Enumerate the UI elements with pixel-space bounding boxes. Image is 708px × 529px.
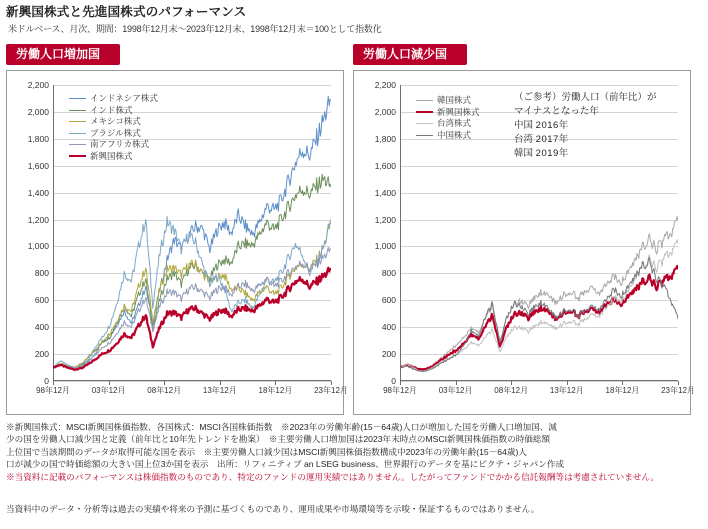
y-axis-tick-label: 1,400 bbox=[27, 187, 49, 198]
series-line bbox=[400, 266, 678, 369]
legend-right bbox=[416, 95, 480, 141]
y-axis-tick-label: 0 bbox=[44, 376, 49, 386]
x-axis-tick-label: 23年12月 bbox=[314, 386, 348, 395]
panel-header-growing: 労働人口増加国 bbox=[6, 44, 120, 65]
series-line bbox=[400, 258, 678, 372]
y-axis-tick-label: 2,000 bbox=[27, 106, 49, 117]
reference-note-country-0: 中国 bbox=[514, 120, 534, 131]
legend-item bbox=[69, 116, 158, 128]
x-axis-tick-label: 18年12月 bbox=[605, 386, 640, 395]
reference-note bbox=[514, 91, 657, 161]
y-axis-tick-label: 600 bbox=[381, 295, 396, 306]
panel-header-shrinking: 労働人口減少国 bbox=[353, 44, 467, 65]
x-axis-tick-label: 08年12月 bbox=[494, 386, 529, 395]
legend-swatch bbox=[416, 135, 433, 136]
legend-swatch bbox=[69, 155, 86, 157]
x-axis-tick-label: 13年12月 bbox=[549, 386, 584, 395]
legend-label: 中国株式 bbox=[437, 129, 472, 140]
y-axis-tick-label: 1,800 bbox=[27, 133, 49, 144]
chart-labor-force-shrinking bbox=[353, 70, 695, 415]
footer-disclaimer: 当資料中のデータ・分析等は過去の実績や将来の予測に基づくものであり、運用成果や市場環境等を示唆・保証するものではありません。 bbox=[6, 504, 540, 514]
page-subtitle: 米ドルベース、月次、期間：1998年12月末～2023年12月末、1998年12月末＝100として指数化 bbox=[8, 24, 382, 34]
y-axis-tick-label: 1,200 bbox=[374, 214, 396, 225]
gridline bbox=[53, 381, 331, 382]
reference-note-year-0: 2016年 bbox=[535, 120, 569, 131]
reference-note-year-2: 2019年 bbox=[535, 148, 569, 159]
legend-swatch bbox=[69, 110, 86, 111]
y-axis-tick-label: 1,600 bbox=[374, 160, 396, 171]
legend-item bbox=[416, 95, 480, 107]
footnote-line-2: 上位国で当該期間のデータが取得可能な国を表示 ※主要労働人口減少国はMSCI新興国株価指数構成中2023年の労働年齢(15－64歳)人 bbox=[6, 446, 527, 457]
legend-label: 新興国株式 bbox=[437, 106, 480, 117]
x-axis-tick-label: 13年12月 bbox=[202, 386, 237, 395]
legend-label: 台湾株式 bbox=[437, 118, 472, 128]
legend-swatch bbox=[416, 100, 433, 101]
y-axis-tick-label: 200 bbox=[381, 349, 396, 360]
legend-left bbox=[69, 93, 158, 162]
x-axis-tick-label: 98年12月 bbox=[383, 386, 417, 395]
y-axis-tick-label: 800 bbox=[34, 268, 49, 279]
legend-swatch bbox=[69, 98, 86, 99]
reference-note-row-1 bbox=[514, 133, 657, 147]
y-axis-tick-label: 0 bbox=[391, 376, 396, 386]
legend-label: インド株式 bbox=[90, 104, 133, 115]
legend-label: ブラジル株式 bbox=[90, 127, 141, 138]
y-axis-tick-label: 400 bbox=[34, 322, 49, 333]
legend-item bbox=[416, 130, 480, 142]
reference-note-line2: マイナスとなった年 bbox=[514, 106, 599, 117]
x-axis-tick-label: 03年12月 bbox=[91, 386, 126, 395]
page-title: 新興国株式と先進国株式のパフォーマンス bbox=[6, 5, 247, 19]
reference-note-row-0 bbox=[514, 119, 657, 133]
legend-swatch bbox=[416, 111, 433, 113]
legend-item bbox=[416, 107, 480, 119]
x-axis-tick-label: 98年12月 bbox=[36, 386, 70, 395]
legend-label: インドネシア株式 bbox=[90, 93, 158, 103]
legend-label: メキシコ株式 bbox=[90, 116, 141, 126]
x-axis-tick-label: 08年12月 bbox=[147, 386, 182, 395]
legend-swatch bbox=[416, 123, 433, 124]
footnote-line-3: 口が減少の国で時価総額の大きい国上位3か国を表示 出所：リフィニティブ an LSEG business、世界銀行のデータを基にピクテ・ジャパン作成 bbox=[6, 459, 565, 470]
series-line bbox=[53, 174, 331, 368]
reference-note-row-2 bbox=[514, 147, 657, 161]
legend-swatch bbox=[69, 121, 86, 122]
legend-item bbox=[69, 128, 158, 140]
y-axis-tick-label: 2,000 bbox=[374, 106, 396, 117]
x-axis-tick-label: 23年12月 bbox=[661, 386, 695, 395]
series-line bbox=[53, 222, 331, 368]
footnote-line-1: 少の国を労働人口減少国と定義（前年比と10年先トレンドを勘案） ※主要労働人口増加国は2023年末時点のMSCI新興国株価指数の時価総額 bbox=[6, 434, 551, 445]
y-axis-tick-label: 400 bbox=[381, 322, 396, 333]
legend-label: 新興国株式 bbox=[90, 150, 133, 161]
series-line bbox=[53, 216, 331, 368]
legend-label: 南アフリカ株式 bbox=[90, 139, 150, 149]
legend-item bbox=[416, 118, 480, 130]
legend-label: 韓国株式 bbox=[437, 95, 472, 105]
footnotes bbox=[6, 421, 702, 483]
y-axis-tick-label: 200 bbox=[34, 349, 49, 360]
reference-note-country-1: 台湾 bbox=[514, 134, 534, 145]
y-axis-tick-label: 1,000 bbox=[27, 241, 49, 252]
y-axis-tick-label: 1,600 bbox=[27, 160, 49, 171]
legend-swatch bbox=[69, 144, 86, 145]
x-axis-tick-label: 18年12月 bbox=[258, 386, 293, 395]
reference-note-line1: （ご参考）労働人口（前年比）が bbox=[514, 92, 657, 103]
reference-note-year-1: 2017年 bbox=[535, 134, 569, 145]
footnote-line-0: ※新興国株式：MSCI新興国株価指数、各国株式：MSCI各国株価指数 ※2023年の労働年齢(15－64歳)人口が増加した国を労働人口増加国、減 bbox=[6, 422, 557, 432]
legend-swatch bbox=[69, 133, 86, 134]
gridline bbox=[400, 381, 678, 382]
legend-item bbox=[69, 93, 158, 105]
legend-item bbox=[69, 151, 158, 163]
y-axis-tick-label: 2,200 bbox=[374, 80, 396, 90]
y-axis-tick-label: 800 bbox=[381, 268, 396, 279]
y-axis-tick-label: 600 bbox=[34, 295, 49, 306]
series-line bbox=[400, 217, 678, 371]
footnote-disclaimer: ※当資料に記載のパフォーマンスは株価指数のものであり、特定のファンドの運用実績ではありません。したがってファンドでかかる信託報酬等は考慮されていません。 bbox=[6, 471, 660, 482]
y-axis-tick-label: 2,200 bbox=[27, 80, 49, 90]
legend-item bbox=[69, 139, 158, 151]
reference-note-country-2: 韓国 bbox=[514, 148, 534, 159]
y-axis-tick-label: 1,000 bbox=[374, 241, 396, 252]
x-axis-tick-label: 03年12月 bbox=[438, 386, 473, 395]
y-axis-tick-label: 1,200 bbox=[27, 214, 49, 225]
legend-item bbox=[69, 105, 158, 117]
chart-labor-force-growing bbox=[6, 70, 348, 415]
y-axis-tick-label: 1,800 bbox=[374, 133, 396, 144]
y-axis-tick-label: 1,400 bbox=[374, 187, 396, 198]
